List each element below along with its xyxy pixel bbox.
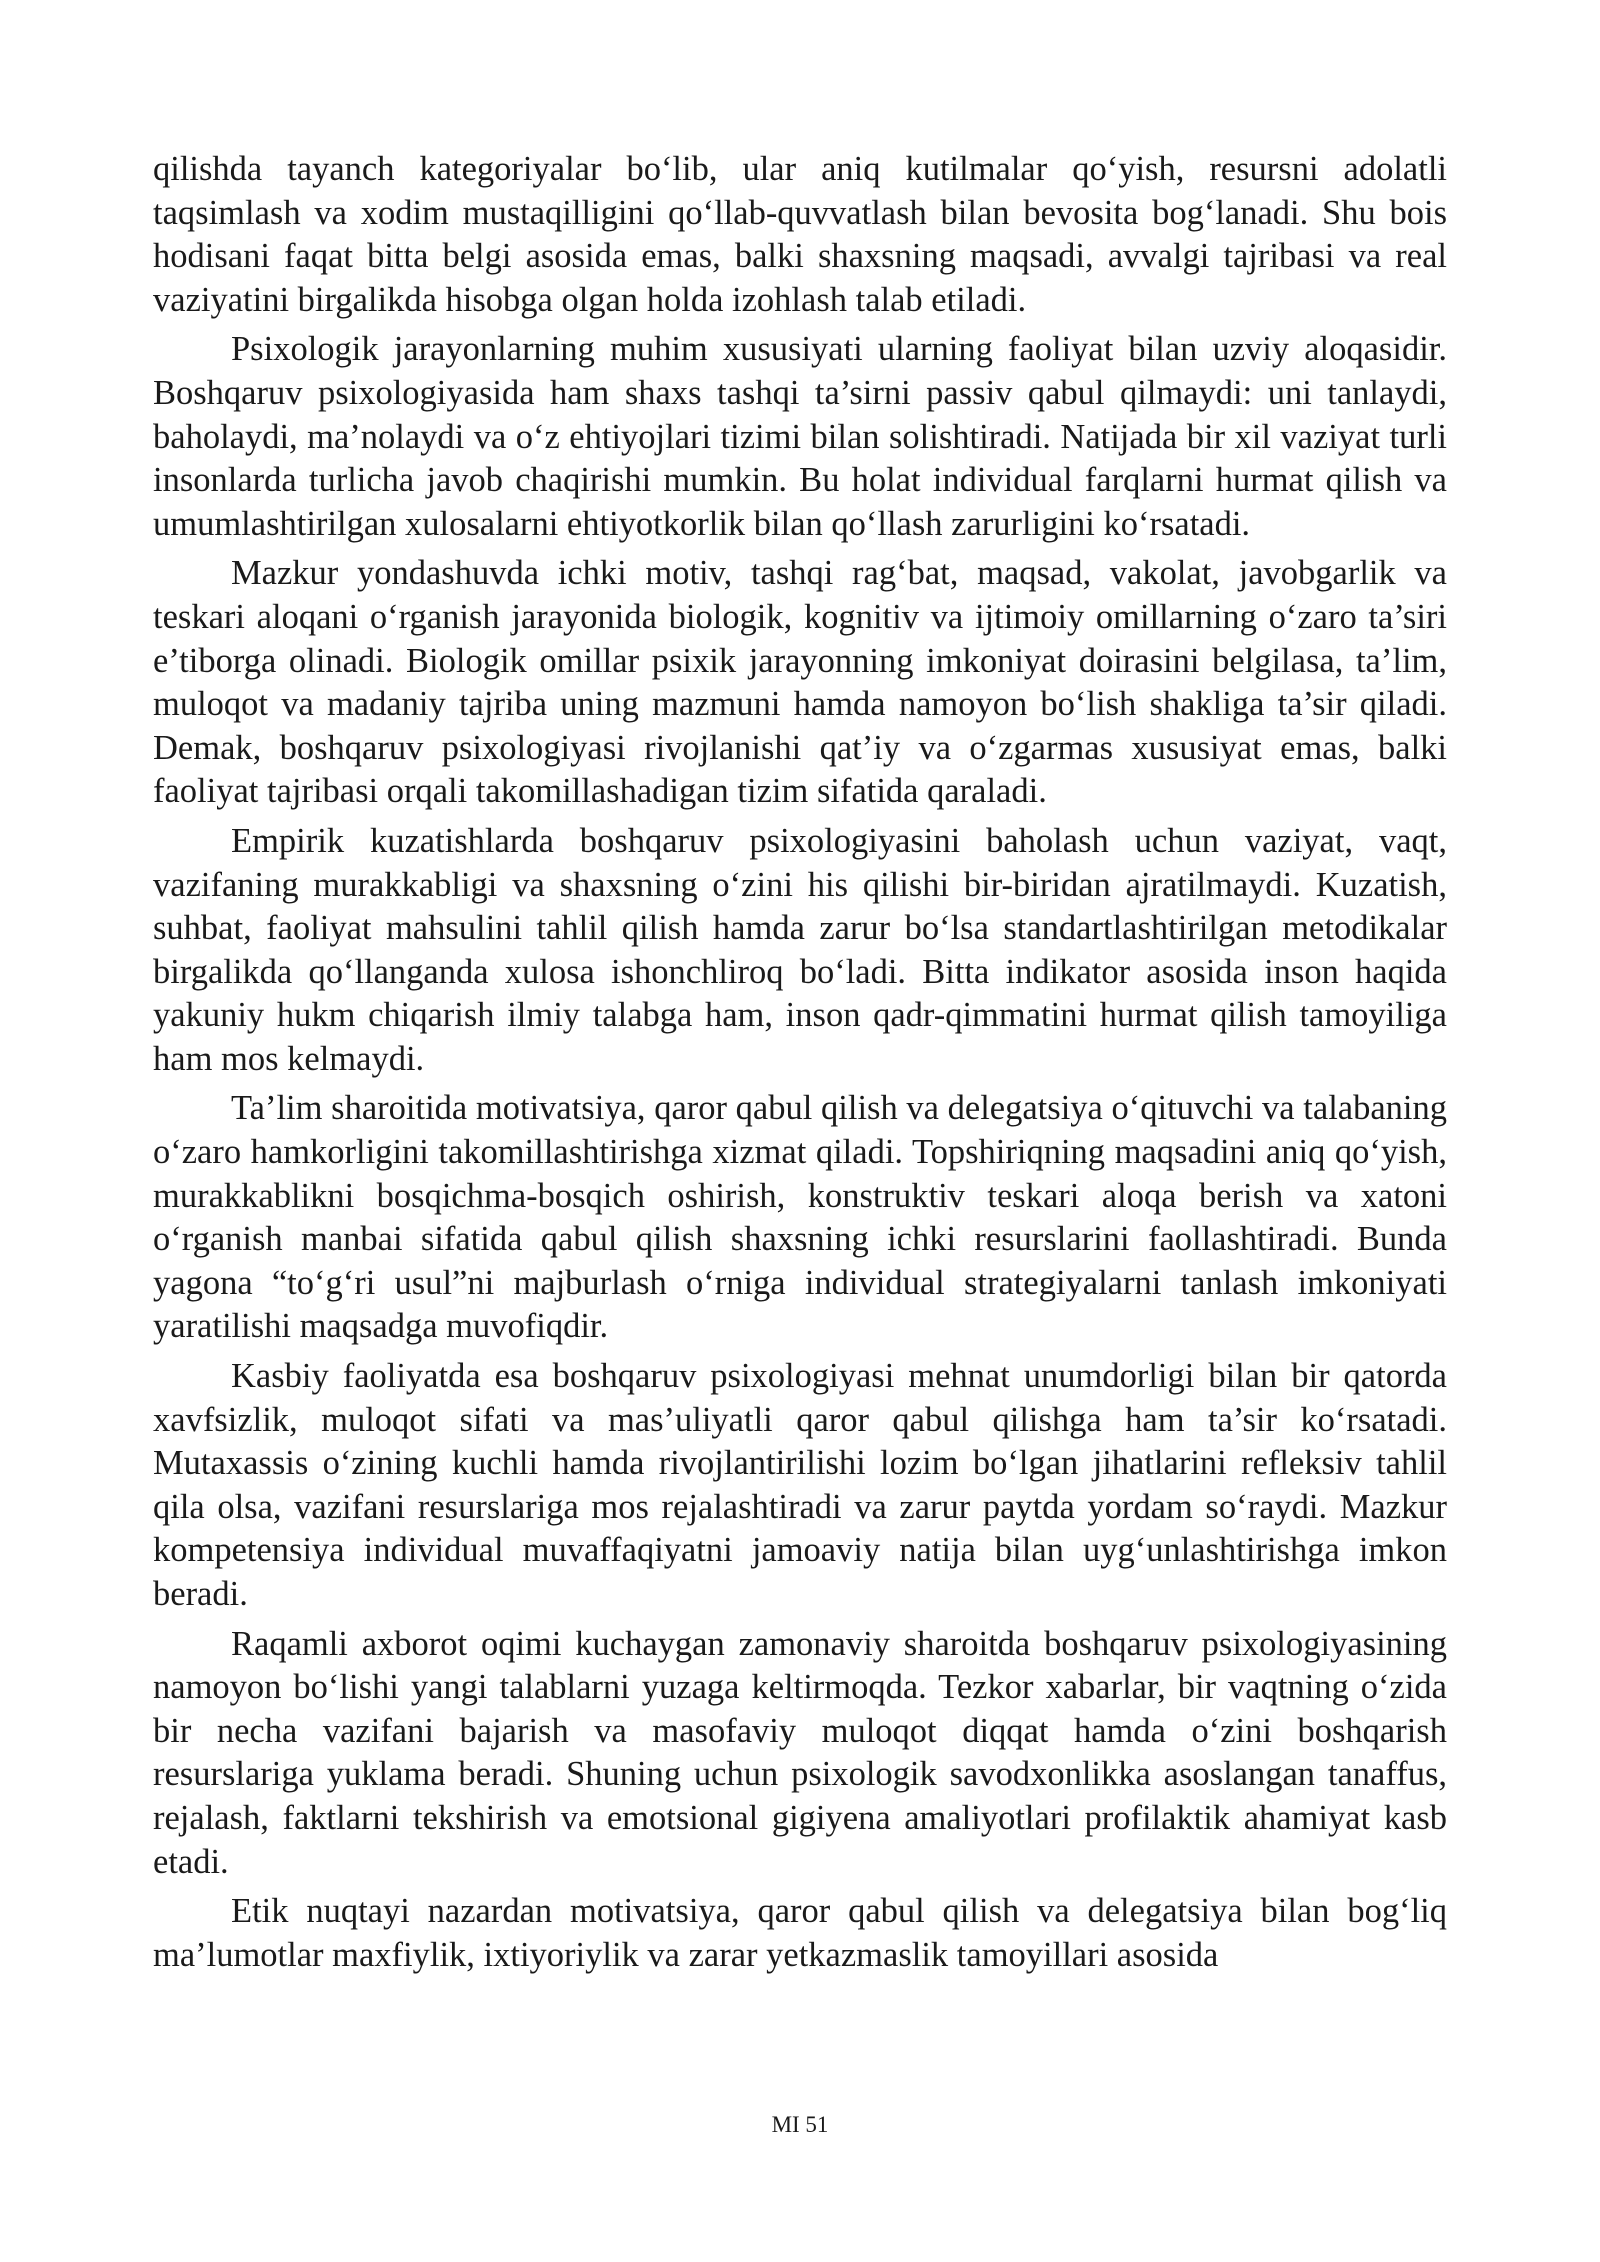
- page-body: [153, 148, 1447, 1983]
- paragraph: Raqamli axborot oqimi kuchaygan zamonaviy sharoitda boshqaruv psixologiyasining namoyon bo‘lishi yangi talablarni yuzaga keltirmoqda. Tezkor xabarlar, bir vaqtning o‘zida bir necha vazifani bajarish va masofaviy muloqot diqqat hamda o‘zini boshqarish resurslariga yuklama beradi. Shuning uchun psixologik savodxonlikka asoslangan tanaffus, rejalash, faktlarni tekshirish va emotsional gigiyena amaliyotlari profilaktik ahamiyat kasb etadi.: [153, 1624, 1447, 1881]
- paragraph-continuation: qilishda tayanch kategoriyalar bo‘lib, ular aniq kutilmalar qo‘yish, resursni adolatli taqsimlash va xodim mustaqilligini qo‘llab-quvvatlash bilan bevosita bog‘lanadi. Shu bois hodisani faqat bitta belgi asosida emas, balki shaxsning maqsadi, avvalgi tajribasi va real vaziyatini birgalikda hisobga olgan holda izohlash talab etiladi.: [153, 150, 1447, 319]
- paragraph: Mazkur yondashuvda ichki motiv, tashqi rag‘bat, maqsad, vakolat, javobgarlik va teskari aloqani o‘rganish jarayonida biologik, kognitiv va ijtimoiy omillarning o‘zaro ta’siri e’tiborga olinadi. Biologik omillar psixik jarayonning imkoniyat doirasini belgilasa, ta’lim, muloqot va madaniy tajriba uning mazmuni hamda namoyon bo‘lish shakliga ta’sir qiladi. Demak, boshqaruv psixologiyasi rivojlanishi qat’iy va o‘zgarmas xususiyat emas, balki faoliyat tajribasi orqali takomillashadigan tizim sifatida qaraladi.: [153, 554, 1447, 811]
- page-number: MI 51: [771, 2112, 829, 2137]
- paragraph: Kasbiy faoliyatda esa boshqaruv psixologiyasi mehnat unumdorligi bilan bir qatorda xavfsizlik, muloqot sifati va mas’uliyatli qaror qabul qilishga ham ta’sir ko‘rsatadi. Mutaxassis o‘zining kuchli hamda rivojlantirilishi lozim bo‘lgan jihatlarini refleksiv tahlil qila olsa, vazifani resurslariga mos rejalashtiradi va zarur paytda yordam so‘raydi. Mazkur kompetensiya individual muvaffaqiyatni jamoaviy natija bilan uyg‘unlashtirishga imkon beradi.: [153, 1357, 1447, 1613]
- paragraph: Psixologik jarayonlarning muhim xususiyati ularning faoliyat bilan uzviy aloqasidir. Boshqaruv psixologiyasida ham shaxs tashqi ta’sirni passiv qabul qilmaydi: uni tanlaydi, baholaydi, ma’nolaydi va o‘z ehtiyojlari tizimi bilan solishtiradi. Natijada bir xil vaziyat turli insonlarda turlicha javob chaqirishi mumkin. Bu holat individual farqlarni hurmat qilish va umumlashtirilgan xulosalarni ehtiyotkorlik bilan qo‘llash zarurligini ko‘rsatadi.: [153, 330, 1447, 543]
- paragraph: Ta’lim sharoitida motivatsiya, qaror qabul qilish va delegatsiya o‘qituvchi va talabaning o‘zaro hamkorligini takomillashtirishga xizmat qiladi. Topshiriqning maqsadini aniq qo‘yish, murakkablikni bosqichma-bosqich oshirish, konstruktiv teskari aloqa berish va xatoni o‘rganish manbai sifatida qabul qilish shaxsning ichki resurslarini faollashtiradi. Bunda yagona “to‘g‘ri usul”ni majburlash o‘rniga individual strategiyalarni tanlash imkoniyati yaratilishi maqsadga muvofiqdir.: [153, 1089, 1447, 1346]
- paragraph-last: Etik nuqtayi nazardan motivatsiya, qaror qabul qilish va delegatsiya bilan bog‘liq ma’lumotlar maxfiylik, ixtiyoriylik va zarar yetkazmaslik tamoyillari asosida: [153, 1892, 1447, 1974]
- paragraph: Empirik kuzatishlarda boshqaruv psixologiyasini baholash uchun vaziyat, vaqt, vazifaning murakkabligi va shaxsning o‘zini his qilishi bir-biridan ajratilmaydi. Kuzatish, suhbat, faoliyat mahsulini tahlil qilish hamda zarur bo‘lsa standartlashtirilgan metodikalar birgalikda qo‘llanganda xulosa ishonchliroq bo‘ladi. Bitta indikator asosida inson haqida yakuniy hukm chiqarish ilmiy talabga ham, inson qadr-qimmatini hurmat qilish tamoyiliga ham mos kelmaydi.: [153, 821, 1447, 1078]
